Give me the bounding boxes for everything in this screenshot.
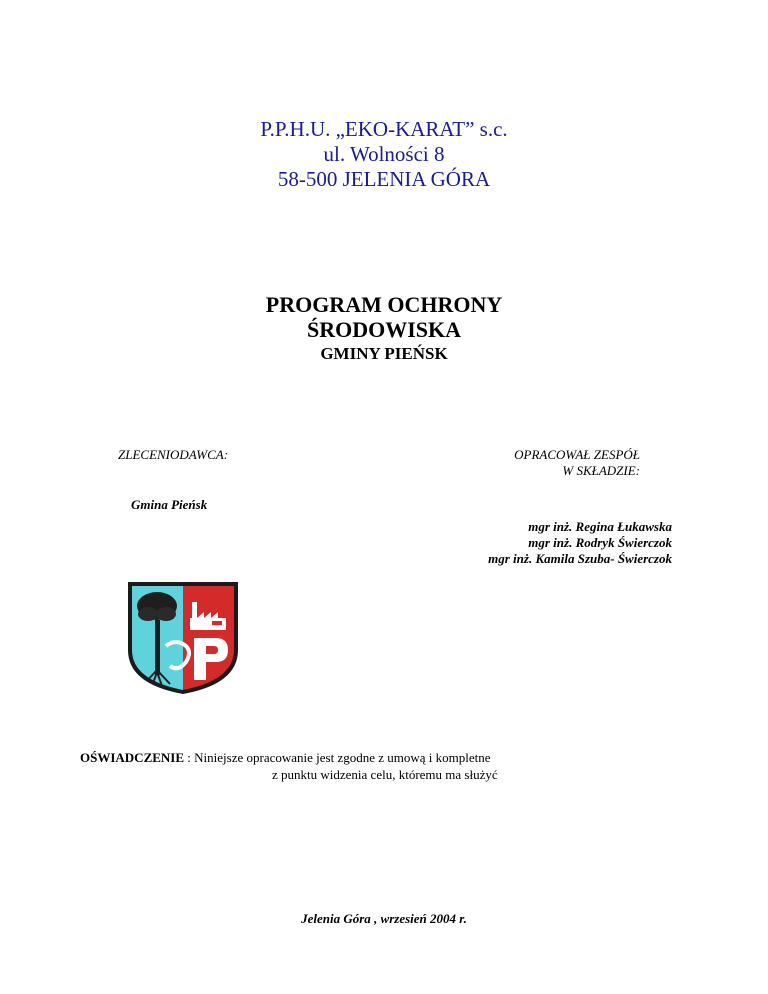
team-label-line-1: OPRACOWAŁ ZESPÓŁ xyxy=(514,447,640,462)
statement xyxy=(80,749,498,783)
document-title xyxy=(0,292,768,366)
coat-of-arms-icon xyxy=(126,580,240,694)
client-label: ZLECENIODAWCA: xyxy=(118,447,229,462)
statement-line-2: z punktu widzenia celu, któremu ma służyć xyxy=(272,767,498,782)
team-label xyxy=(514,447,640,479)
team-members xyxy=(488,519,672,567)
statement-text: Niniejsze opracowanie jest zgodne z umową i kompletne xyxy=(194,750,491,765)
team-label-line-2: W SKŁADZIE: xyxy=(562,463,640,478)
company-city: 58-500 JELENIA GÓRA xyxy=(277,167,491,191)
company-header xyxy=(0,117,768,192)
team-member: mgr inż. Regina Łukawska xyxy=(528,519,672,534)
team-member: mgr inż. Rodryk Świerczok xyxy=(528,535,672,550)
title-line-3: GMINY PIEŃSK xyxy=(320,344,448,363)
company-name: P.P.H.U. „EKO-KARAT” s.c. xyxy=(260,117,508,141)
statement-separator: : xyxy=(184,750,195,765)
statement-label: OŚWIADCZENIE xyxy=(80,750,185,765)
client-name: Gmina Pieńsk xyxy=(131,497,208,512)
place-date: Jelenia Góra , wrzesień 2004 r. xyxy=(301,911,467,926)
title-line-1: PROGRAM OCHRONY xyxy=(265,292,503,317)
company-street: ul. Wolności 8 xyxy=(323,142,445,166)
team-member: mgr inż. Kamila Szuba- Świerczok xyxy=(488,551,672,566)
title-line-2: ŚRODOWISKA xyxy=(306,317,462,342)
statement-line-1 xyxy=(80,749,498,766)
